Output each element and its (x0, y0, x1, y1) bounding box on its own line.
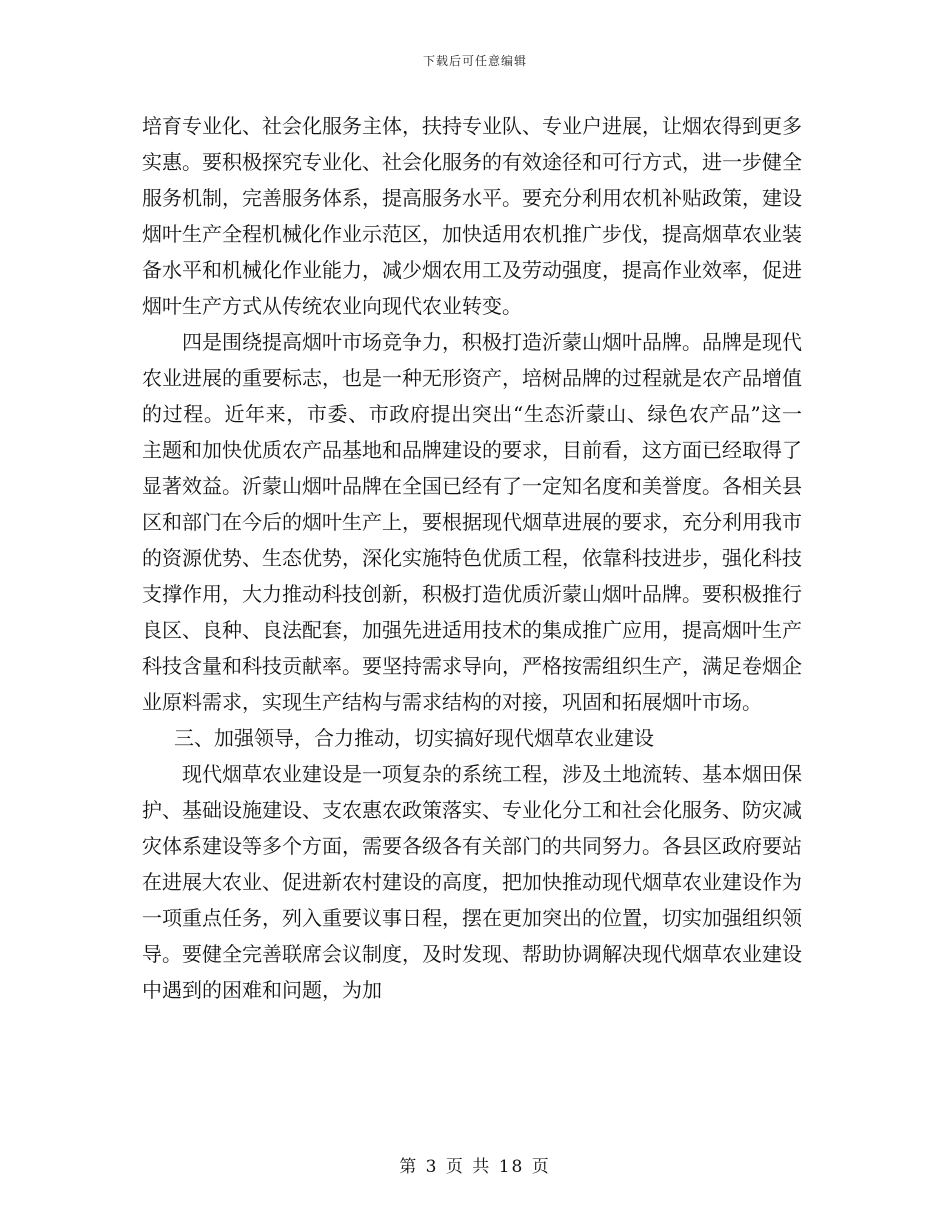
paragraph-brand: 四是围绕提高烟叶市场竞争力，积极打造沂蒙山烟叶品牌。品牌是现代农业进展的重要标志，也是一种无形资产，培树品牌的过程就是农产品增值的过程。近年来，市委、市政府提出突出“生态沂蒙山、绿色农产品”这一主题和加快优质农产品基地和品牌建设的要求，目前看，这方面已经取得了显著效益。沂蒙山烟叶品牌在全国已经有了一定知名度和美誉度。各相关县区和部门在今后的烟叶生产上，要根据现代烟草进展的要求，充分利用我市的资源优势、生态优势，深化实施特色优质工程，依靠科技进步，强化科技支撑作用，大力推动科技创新，积极打造优质沂蒙山烟叶品牌。要积极推行良区、良种、良法配套，加强先进适用技术的集成推广应用，提高烟叶生产科技含量和科技贡献率。要坚持需求导向，严格按需组织生产，满足卷烟企业原料需求，实现生产结构与需求结构的对接，巩固和拓展烟叶市场。 (142, 330, 802, 714)
paragraph-leadership: 现代烟草农业建设是一项复杂的系统工程，涉及土地流转、基本烟田保护、基础设施建设、支农惠农政策落实、专业化分工和社会化服务、防灾减灾体系建设等多个方面，需要各级各有关部门的共同努力。各县区政府要站在进展大农业、促进新农村建设的高度，把加快推动现代烟草农业建设作为一项重点任务，列入重要议事日程，摆在更加突出的位置，切实加强组织领导。要健全完善联席会议制度，及时发现、帮助协调解决现代烟草农业建设中遇到的困难和问题，为加 (142, 762, 802, 1002)
page-header: 下载后可任意编辑 (422, 54, 527, 68)
paragraph-continuation: 培育专业化、社会化服务主体，扶持专业队、专业户进展，让烟农得到更多实惠。要积极探究专业化、社会化服务的有效途径和可行方式，进一步健全服务机制，完善服务体系，提高服务水平。要充分利用农机补贴政策，建设烟叶生产全程机械化作业示范区，加快适用农机推广步伐，提高烟草农业装备水平和机械化作业能力，减少烟农用工及劳动强度，提高作业效率，促进烟叶生产方式从传统农业向现代农业转变。 (142, 114, 802, 318)
section-heading: 三、加强领导，合力推动，切实搞好现代烟草农业建设 (174, 726, 654, 750)
document-body (142, 108, 802, 1008)
page-number: 第 3 页 共 18 页 (399, 1157, 551, 1177)
